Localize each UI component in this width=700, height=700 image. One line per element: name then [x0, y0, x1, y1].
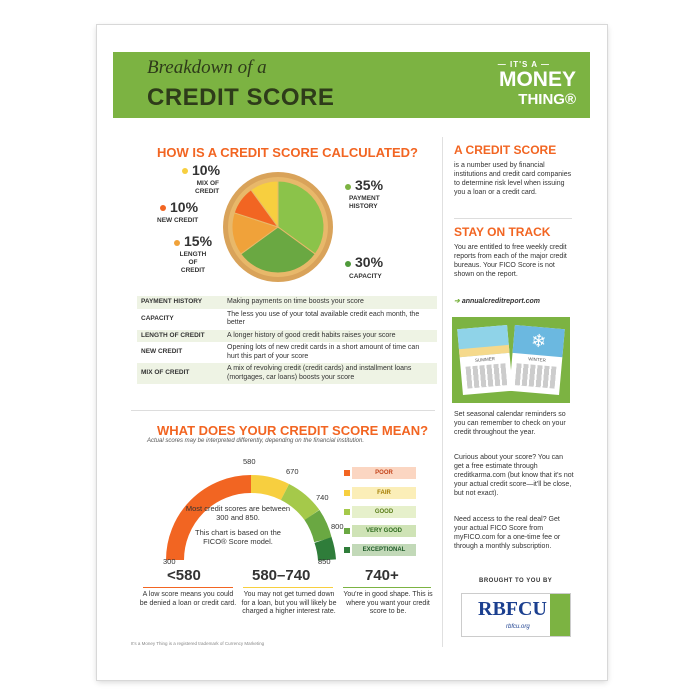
- table-value: Making payments on time boosts your score: [227, 298, 364, 305]
- label-new: NEW CREDIT: [157, 217, 199, 224]
- range-mid-desc: You may not get turned down for a loan, but you will likely be charged a higher interest rate.: [241, 591, 337, 615]
- pct-new: 10%: [170, 199, 199, 215]
- winter-label: WINTER: [527, 356, 547, 363]
- sidebar-para-3: Set seasonal calendar reminders so you can remember to check on your credit throughout the year.: [454, 411, 566, 436]
- range-high: 740+: [365, 567, 399, 584]
- brand-badge: [499, 70, 576, 110]
- section1-title: HOW IS A CREDIT SCORE CALCULATED?: [157, 145, 418, 160]
- brand-badge-small: — IT'S A —: [497, 60, 550, 69]
- logo-accent: [550, 594, 570, 636]
- tick-800: 800: [331, 522, 344, 531]
- calendar-illustration: [452, 317, 570, 403]
- legend-swatch-fair: [344, 490, 350, 496]
- range-low-rule: [143, 587, 233, 588]
- legend-very-good: VERY GOOD: [352, 525, 416, 537]
- title-line2: CREDIT SCORE: [147, 84, 335, 111]
- legend-fair: FAIR: [352, 487, 416, 499]
- footnote: It's a Money Thing is a registered trademark of Currency Marketing: [131, 641, 265, 646]
- pct-payment: 35%: [355, 177, 384, 193]
- factor-table: [137, 296, 437, 384]
- tick-300: 300: [163, 557, 176, 566]
- title-line1: Breakdown of a: [147, 57, 267, 78]
- sidebar-para-4: Curious about your score? You can get a free estimate through creditkarma.com (but know that it's not your actual credit score—it'll be close, but not exact).: [454, 454, 574, 497]
- table-value: A mix of revolving credit (credit cards) and installment loans (mortgages, car loans) boosts your score: [227, 365, 412, 381]
- brand-badge-line1: MONEY: [498, 68, 576, 91]
- sidebar-para-1: is a number used by financial institutions and credit card companies to determine risk level when issuing you a loan or a credit card.: [454, 162, 572, 196]
- sidebar-para-5: Need access to the real deal? Get your actual FICO Score from myFICO.com for a one-time fee or through a monthly subscription.: [454, 516, 561, 550]
- tick-580: 580: [243, 457, 256, 466]
- table-row: [137, 296, 437, 309]
- pie-chart: [222, 171, 334, 283]
- header-banner: [113, 52, 590, 118]
- legend-swatch-exceptional: [344, 547, 350, 553]
- range-low: <580: [167, 567, 201, 584]
- column-divider: [442, 137, 443, 647]
- range-mid: 580–740: [252, 567, 311, 584]
- sidebar-heading-1: A CREDIT SCORE: [454, 143, 557, 157]
- legend-good: GOOD: [352, 506, 416, 518]
- table-value: A longer history of good credit habits raises your score: [227, 331, 396, 339]
- section2-title: WHAT DOES YOUR CREDIT SCORE MEAN?: [157, 423, 429, 438]
- legend-swatch-poor: [344, 470, 350, 476]
- table-value: Opening lots of new credit cards in a short amount of time can hurt this part of your score: [227, 344, 420, 360]
- table-row: [137, 309, 437, 330]
- legend-swatch-good: [344, 509, 350, 515]
- range-high-rule: [343, 587, 431, 588]
- dot-payment-icon: [345, 184, 351, 190]
- winter-grid: [515, 363, 557, 388]
- range-mid-rule: [243, 587, 333, 588]
- sidebar-para-2: You are entitled to free weekly credit reports from each of the major credit bureaus. Your FICO Score is not shown on the report.: [454, 244, 567, 278]
- dot-mix-icon: [182, 168, 188, 174]
- gauge-text-line1: Most credit scores are between 300 and 850.: [185, 504, 291, 522]
- flyer-page: [97, 25, 607, 680]
- table-key: MIX OF CREDIT: [141, 369, 190, 377]
- gauge-fair: [251, 484, 285, 492]
- annualcreditreport-link[interactable]: annualcreditreport.com: [461, 298, 540, 305]
- table-key: NEW CREDIT: [141, 348, 183, 356]
- range-high-desc: You're in good shape. This is where you want your credit score to be.: [343, 591, 433, 615]
- legend-poor: POOR: [352, 467, 416, 479]
- sidebar-link-row: [454, 297, 574, 306]
- label-mix: MIX OF CREDIT: [195, 180, 220, 195]
- tick-850: 850: [318, 557, 331, 566]
- gauge-very-good: [312, 515, 323, 540]
- dot-capacity-icon: [345, 261, 351, 267]
- arrow-right-icon: ➔: [454, 298, 462, 305]
- sidebar-divider: [454, 218, 572, 219]
- rbfcu-logo: [461, 593, 571, 637]
- table-row: [137, 342, 437, 363]
- table-value: The less you use of your total available credit each month, the better: [227, 310, 420, 326]
- pct-mix: 10%: [192, 162, 221, 178]
- snowflake-icon: ❄: [513, 325, 565, 357]
- legend-swatch-very-good: [344, 528, 350, 534]
- pct-capacity: 30%: [355, 254, 384, 270]
- sidebar-heading-2: STAY ON TRACK: [454, 225, 551, 239]
- table-row: [137, 363, 437, 384]
- logo-text: RBFCU: [478, 598, 547, 620]
- table-key: LENGTH OF CREDIT: [141, 331, 205, 339]
- calendar-summer: [457, 325, 513, 395]
- section-divider: [131, 410, 435, 411]
- tick-740: 740: [316, 493, 329, 502]
- logo-url: rbfcu.org: [506, 624, 530, 630]
- brand-badge-line2: THING®: [518, 91, 576, 108]
- table-key: CAPACITY: [141, 314, 174, 322]
- range-low-desc: A low score means you could be denied a loan or credit card.: [139, 591, 237, 607]
- summer-sky: [457, 325, 509, 357]
- section2-subtitle: Actual scores may be interpreted differently, depending on the financial institution.: [147, 438, 365, 444]
- gauge-text: [183, 504, 293, 546]
- label-length: LENGTH OF CREDIT: [179, 251, 207, 274]
- dot-new-icon: [160, 205, 166, 211]
- table-row: [137, 330, 437, 343]
- legend-exceptional: EXCEPTIONAL: [352, 544, 416, 556]
- brought-by-label: BROUGHT TO YOU BY: [479, 578, 553, 584]
- dot-length-icon: [174, 240, 180, 246]
- summer-grid: [466, 363, 508, 388]
- label-payment: PAYMENT HISTORY: [349, 195, 380, 210]
- pct-length: 15%: [184, 233, 213, 249]
- label-capacity: CAPACITY: [349, 273, 382, 280]
- gauge-text-line2: This chart is based on the FICO® Score model.: [195, 528, 281, 546]
- summer-label: SUMMER: [474, 356, 496, 363]
- tick-670: 670: [286, 467, 299, 476]
- calendar-winter: [509, 325, 565, 395]
- table-key: PAYMENT HISTORY: [141, 298, 203, 305]
